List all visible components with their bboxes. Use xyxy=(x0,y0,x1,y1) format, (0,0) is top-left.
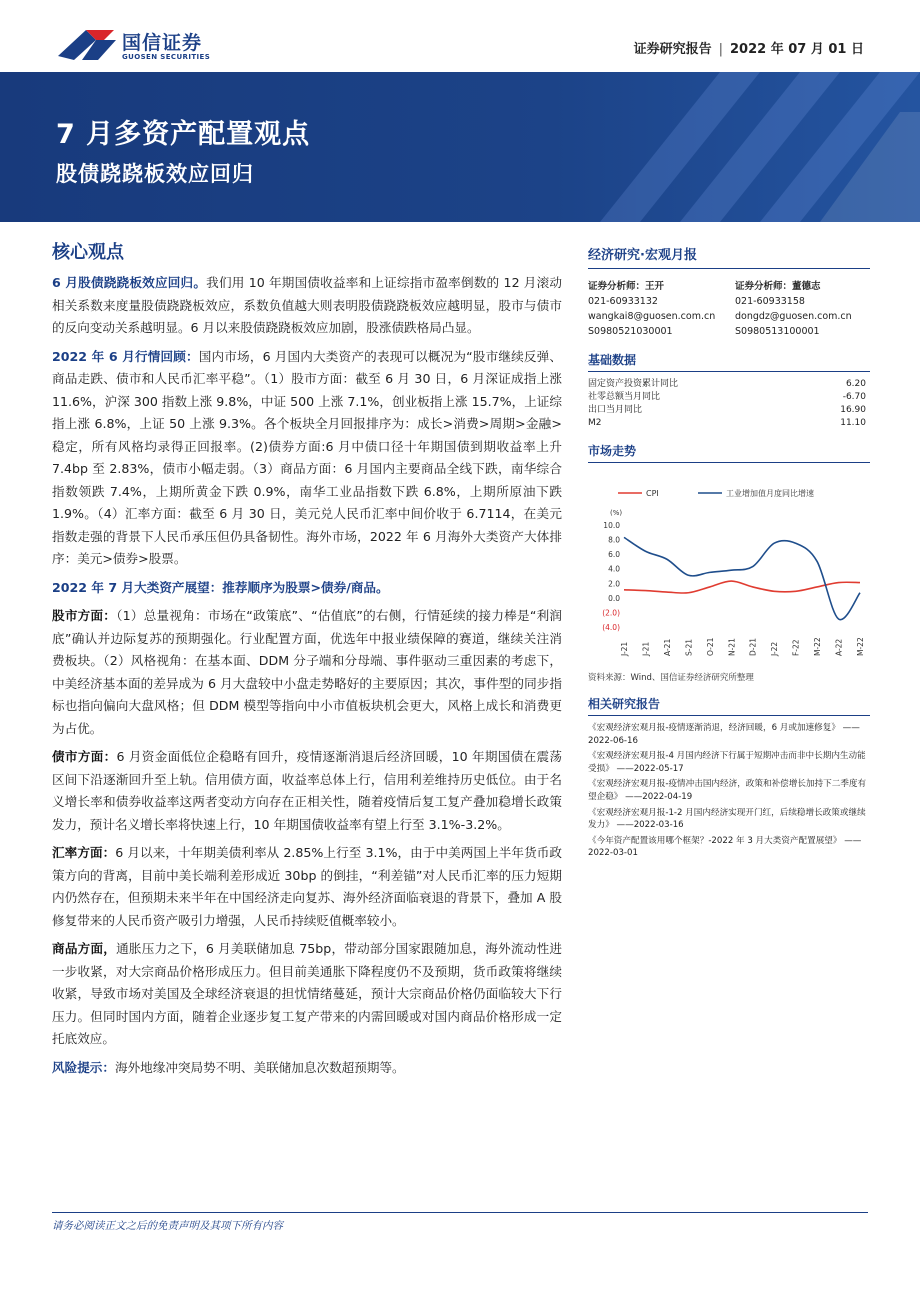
stat-value: 11.10 xyxy=(840,418,866,428)
analyst-phone: 021-60933158 xyxy=(735,296,805,307)
section-title: 核心观点 xyxy=(52,242,124,263)
legend-label: 工业增加值月度同比增速 xyxy=(726,489,814,498)
sidebar xyxy=(588,244,870,863)
x-tick-label: J-21 xyxy=(620,641,629,656)
paragraph-lead: 股市方面： xyxy=(52,608,117,623)
legend-label: CPI xyxy=(646,489,659,498)
paragraph-lead: 债市方面： xyxy=(52,749,117,764)
x-tick-label: J-22 xyxy=(770,641,780,656)
paragraph-lead: 风险提示： xyxy=(52,1059,115,1075)
company-logo xyxy=(56,24,226,66)
paragraph xyxy=(52,938,562,1051)
related-report-link[interactable]: 《宏观经济宏观月报-疫情冲击国内经济，政策和补偿增长加持下二季度有望企稳》 ——2022-04-19 xyxy=(588,779,867,802)
report-type: 证券研究报告 xyxy=(633,42,712,57)
report-date: 2022 年 07 月 01 日 xyxy=(730,42,864,57)
paragraph-body: （1）总量视角：市场在“政策底”、“估值底”的右侧，行情延续的接力棒是“利润底”确认并边际复苏的预期强化。行业配置方面，优选年中报业绩保障的赛道，继续关注消费板块。（2）风格视角：在基本面、DDM 分子端和分母端、事件驱动三重因素的考虑下，中美经济基本面的差异成为 6 月大盘较中小盘走势略好的主要原因；其次，事件型的同步指标也指向偏向大盘风格；但 DDM 模型等指向中小市值板块机会更大，风格上成长和消费更为占优。 xyxy=(52,608,562,736)
related-reports-title: 相关研究报告 xyxy=(588,695,870,716)
y-tick-label: (2.0) xyxy=(602,608,620,618)
analyst-phone: 021-60933132 xyxy=(588,296,658,307)
paragraph xyxy=(52,272,562,340)
x-tick-label: A-21 xyxy=(662,638,672,656)
basic-data-table xyxy=(588,378,870,430)
paragraph-body: 海外地缘冲突局势不明、美联储加息次数超预期等。 xyxy=(114,1059,405,1075)
analyst-card xyxy=(588,279,723,339)
guosen-logo-icon xyxy=(56,26,118,64)
paragraph-lead: 2022 年 7 月大类资产展望：推荐顺序为股票>债券/商品。 xyxy=(52,579,389,595)
paragraph xyxy=(52,346,562,571)
basic-data-title: 基础数据 xyxy=(588,351,870,372)
y-unit-label: (%) xyxy=(610,509,623,517)
paragraph xyxy=(52,746,562,836)
stat-label: 社零总额当月同比 xyxy=(588,392,661,402)
x-tick-label: M-22 xyxy=(813,637,823,656)
report-title: 7 月多资产配置观点 xyxy=(56,119,311,150)
footer-divider xyxy=(52,1212,868,1213)
related-report-link[interactable]: 《宏观经济宏观月报-疫情逐渐消退，经济回暖，6 月或加速修复》 ——2022-06-16 xyxy=(588,723,860,746)
report-subtitle: 股债跷跷板效应回归 xyxy=(56,162,254,186)
x-tick-label: O-21 xyxy=(705,637,715,656)
analyst-name: 证券分析师：王开 xyxy=(588,281,665,292)
analyst-list xyxy=(588,279,870,339)
paragraph-body: 通胀压力之下，6 月美联储加息 75bp，带动部分国家跟随加息，海外流动性进一步收紧，对大宗商品价格形成压力。但目前美通胀下降程度仍不及预期，货币政策将继续收紧，导致市场对美国及全球经济衰退的担忧情绪蔓延，预计大宗商品价格仍面临较大下行压力。但同时国内方面，随着企业逐步复工复产带来的内需回暖或对国内商品价格形成一定托底效应。 xyxy=(52,941,562,1046)
analyst-license: S0980521030001 xyxy=(588,326,673,337)
x-tick-label: A-22 xyxy=(834,638,844,656)
paragraph-lead: 6 月股债跷跷板效应回归。 xyxy=(52,275,207,290)
x-tick-label: J-21 xyxy=(641,641,651,656)
y-tick-label: 4.0 xyxy=(608,564,620,574)
paragraph-body: 国内市场，6 月国内大类资产的表现可以概况为“股市继续反弹、商品走跌、债市和人民币汇率平稳”。（1）股市方面：截至 6 月 30 日，6 月深证成指上涨 11.6%，沪深 300 指数上涨 9.8%，中证 500 上涨 7.1%，创业板指上涨 15.7%，上证综指上涨 6.8%，上证 50 上涨 9.3%。各个板块全月回报排序为：成长>消费>周期>金融>稳定，所有风格均录得正回报率。(2)债券方面:6 月中债口径十年期国债到期收益率上升 7.4bp 至 2.83%，债市小幅走弱。（3）商品方面：6 月国内主要商品全线下跌，南华综合指数领跌 7.4%，上期所黄金下跌 0.9%，南华工业品指数下跌 6.8%，上期所原油下跌 1.9%。（4）汇率方面：截至 6 月 30 日，美元兑人民币汇率中间价收于 6.7114，在美元指数走强的背景下人民币承压但仍具备韧性。海外市场，2022 年 6 月海外大类资产大体排序：美元>债券>股票。 xyxy=(52,348,562,566)
paragraph-body: 6 月以来，十年期美债利率从 2.85%上行至 3.1%，由于中美两国上半年货币政策方向的背离，目前中美长端利差形成近 30bp 的倒挂，“利差锚”对人民币汇率的压力短期内仍然存在，但预期未来半年在中国经济走向复苏、海外经济面临衰退的背景下，叠加 A 股修复带来的人民币资产吸引力增强，人民币持续贬值概率较小。 xyxy=(52,845,563,928)
stat-label: 固定资产投资累计同比 xyxy=(588,379,679,389)
stat-label: M2 xyxy=(588,418,602,428)
chart-source: 资料来源：Wind、国信证券经济研究所整理 xyxy=(588,673,754,683)
related-report-link[interactable]: 《今年资产配置该用哪个框架？-2022 年 3 月大类资产配置展望》 ——2022-03-01 xyxy=(588,835,862,859)
y-tick-label: 10.0 xyxy=(603,521,620,530)
stat-value: 16.90 xyxy=(840,405,866,415)
company-name-en: GUOSEN SECURITIES xyxy=(122,53,211,61)
related-report-link[interactable]: 《宏观经济宏观月报-1-2 月国内经济实现开门红，后续稳增长政策或继续发力》 ——2022-03-16 xyxy=(588,807,866,831)
basic-data-row xyxy=(588,378,870,391)
stat-value: 6.20 xyxy=(845,379,866,389)
paragraph xyxy=(52,577,562,600)
x-tick-label: F-22 xyxy=(791,639,801,656)
report-meta: 证券研究报告 | 2022 年 07 月 01 日 xyxy=(633,42,864,57)
x-tick-label: N-21 xyxy=(727,638,737,656)
paragraph xyxy=(52,1057,562,1080)
market-trend-chart xyxy=(588,469,870,669)
footer-disclaimer: 请务必阅读正文之后的免责声明及其项下所有内容 xyxy=(52,1220,283,1232)
paragraph-lead: 2022 年 6 月行情回顾： xyxy=(52,348,199,364)
stat-label: 出口当月同比 xyxy=(588,405,643,415)
main-content xyxy=(52,238,562,1085)
series-line xyxy=(624,537,860,619)
paragraph-list xyxy=(52,272,562,1079)
x-tick-label: M-22 xyxy=(856,637,865,656)
analyst-email[interactable]: dongdz@guosen.com.cn xyxy=(735,311,852,322)
paragraph xyxy=(52,605,562,740)
related-report-link[interactable]: 《宏观经济宏观月报-4 月国内经济下行属于短期冲击而非中长期内生动能受损》 ——2022-05-17 xyxy=(588,751,866,774)
paragraph-lead: 汇率方面： xyxy=(52,845,116,860)
report-category: 经济研究·宏观月报 xyxy=(588,244,870,269)
y-tick-label: 6.0 xyxy=(608,550,620,560)
analyst-license: S0980513100001 xyxy=(735,326,820,337)
x-tick-label: D-21 xyxy=(748,637,758,656)
paragraph-body: 6 月资金面低位企稳略有回升，疫情逐渐消退后经济回暖，10 年期国债在震荡区间下沿逐渐回升至上轨。信用债方面，收益率总体上行，信用利差维持历史低位。由于名义增长率和债券收益率这两者变动方向存在正相关性，随着疫情后复工复产叠加稳增长政策发力，预计名义增长率将快速上行，10 年期国债收益率有望上行至 3.1%-3.2%。 xyxy=(52,749,562,832)
company-name-cn: 国信证券 xyxy=(122,32,203,54)
x-tick-label: S-21 xyxy=(684,638,694,656)
analyst-card xyxy=(735,279,870,339)
basic-data-row xyxy=(588,417,870,430)
paragraph xyxy=(52,842,562,932)
y-tick-label: 0.0 xyxy=(608,593,620,603)
y-tick-label: (4.0) xyxy=(602,623,620,632)
analyst-email[interactable]: wangkai8@guosen.com.cn xyxy=(588,311,716,322)
stat-value: -6.70 xyxy=(842,392,866,402)
market-trend-title: 市场走势 xyxy=(588,442,870,463)
paragraph-lead: 商品方面， xyxy=(52,941,117,956)
y-tick-label: 8.0 xyxy=(608,535,620,545)
basic-data-row xyxy=(588,391,870,404)
line-chart-svg xyxy=(588,469,870,669)
analyst-name: 证券分析师：董德志 xyxy=(735,281,821,292)
basic-data-row xyxy=(588,404,870,417)
y-tick-label: 2.0 xyxy=(608,579,620,589)
related-reports-list xyxy=(588,722,870,860)
paragraph-body: 我们用 10 年期国债收益率和上证综指市盈率倒数的 12 月滚动相关系数来度量股债跷跷板效应，系数负值越大则表明股债跷跷板效应越明显，股市与债市的反向变动关系越明显。6 月以来股债跷跷板效应加剧，股涨债跌格局凸显。 xyxy=(52,275,562,335)
